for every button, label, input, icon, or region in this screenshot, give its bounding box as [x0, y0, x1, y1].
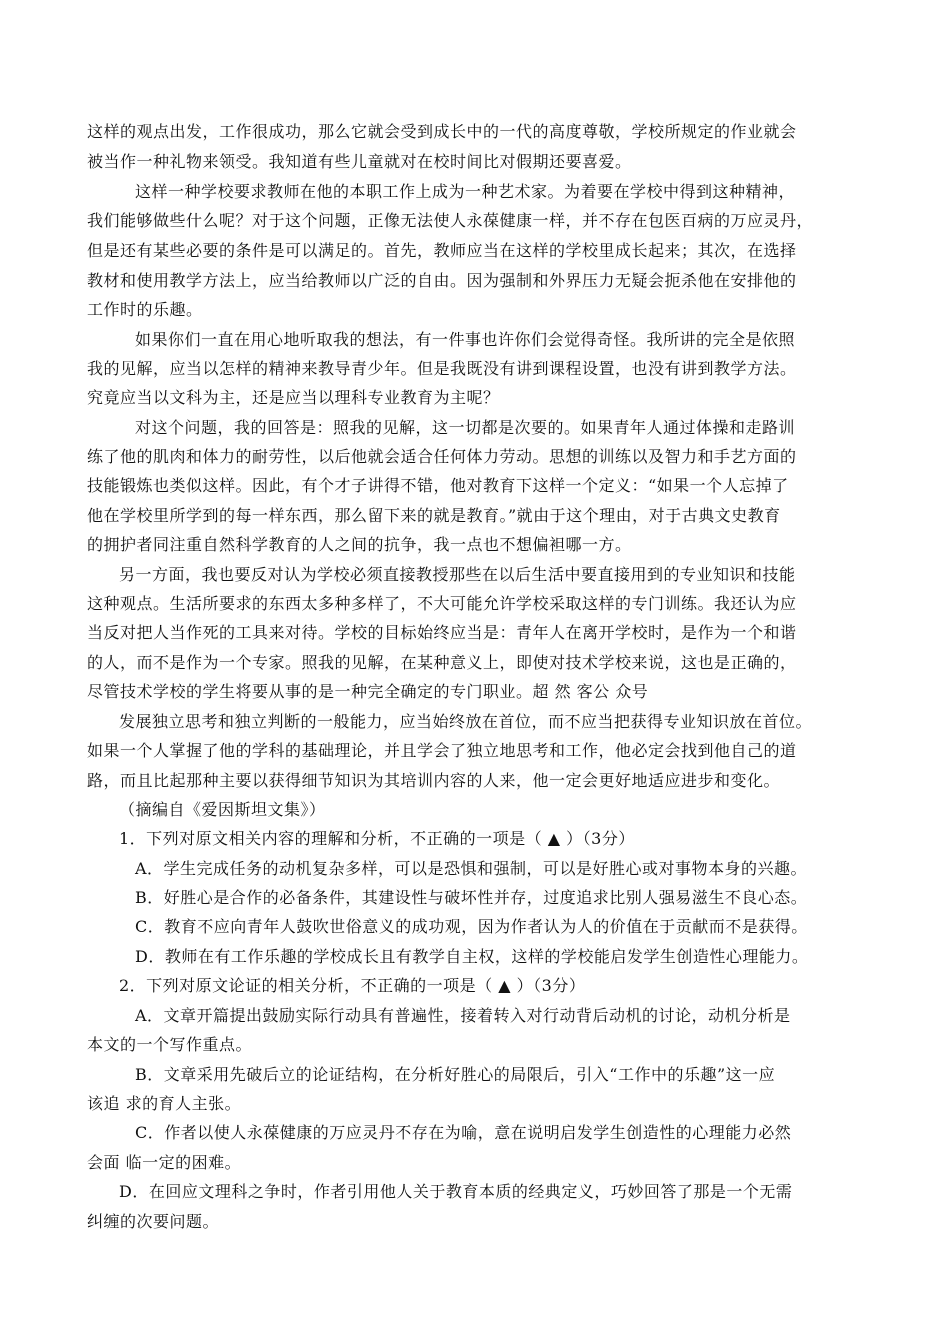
body-text-line: 发展独立思考和独立判断的一般能力，应当始终放在首位，而不应当把获得专业知识放在首位。: [119, 712, 813, 731]
body-text-line: 他在学校里所学到的每一样东西，那么留下来的就是教育。”就由于这个理由，对于古典文史教育: [87, 506, 781, 525]
question-option: C．教育不应向青年人鼓吹世俗意义的成功观，因为作者认为人的价值在于贡献而不是获得。: [135, 917, 808, 936]
body-text-line: 究竟应当以文科为主，还是应当以理科专业教育为主呢？: [87, 388, 500, 407]
question-option: B．好胜心是合作的必备条件，其建设性与破坏性并存，过度追求比别人强易滋生不良心态。: [135, 888, 808, 907]
body-text-line: 技能锻炼也类似这样。因此，有个才子讲得不错，他对教育下这样一个定义：“如果一个人忘掉了: [87, 476, 789, 495]
body-text-line: 的拥护者同注重自然科学教育的人之间的抗争，我一点也不想偏袒哪一方。: [87, 535, 632, 554]
question-option: 纠缠的次要问题。: [87, 1212, 220, 1231]
question-option: C．作者以使人永葆健康的万应灵丹不存在为喻，意在说明启发学生创造性的心理能力必然: [135, 1123, 792, 1142]
body-text-line: 但是还有某些必要的条件是可以满足的。首先，教师应当在这样的学校里成长起来；其次，在选择: [87, 241, 797, 260]
body-text-line: 另一方面，我也要反对认为学校必须直接教授那些在以后生活中要直接用到的专业知识和技能: [119, 565, 796, 584]
question-option: A．学生完成任务的动机复杂多样，可以是恐惧和强制，可以是好胜心或对事物本身的兴趣。: [135, 859, 808, 878]
body-text-line: 这样一种学校要求教师在他的本职工作上成为一种艺术家。为着要在学校中得到这种精神，: [135, 182, 796, 201]
body-text-line: 尽管技术学校的学生将要从事的是一种完全确定的专门职业。超 然 客公 众号: [87, 682, 649, 701]
body-text-line: 我们能够做些什么呢？对于这个问题，正像无法使人永葆健康一样，并不存在包医百病的万应灵丹，: [87, 211, 814, 230]
question-option: A．文章开篇提出鼓励实际行动具有普遍性，接着转入对行动背后动机的讨论，动机分析是: [135, 1006, 791, 1025]
question-option: D．在回应文理科之争时，作者引用他人关于教育本质的经典定义，巧妙回答了那是一个无需: [119, 1182, 793, 1201]
question-option: D．教师在有工作乐趣的学校成长且有教学自主权，这样的学校能启发学生创造性心理能力。: [135, 947, 809, 966]
question-stem: 1．下列对原文相关内容的理解和分析，不正确的一项是（ ▲ ）（3分）: [119, 829, 635, 848]
question-option: 会面 临一定的困难。: [87, 1153, 242, 1172]
question-stem: 2．下列对原文论证的相关分析，不正确的一项是（ ▲ ）（3分）: [119, 976, 586, 995]
source-citation: （摘编自《爱因斯坦文集》）: [119, 800, 326, 819]
body-text-line: 这种观点。生活所要求的东西太多种多样了，不大可能允许学校采取这样的专门训练。我还认为应: [87, 594, 797, 613]
body-text-line: 教材和使用教学方法上，应当给教师以广泛的自由。因为强制和外界压力无疑会扼杀他在安排他的: [87, 271, 797, 290]
question-option: B．文章采用先破后立的论证结构，在分析好胜心的局限后，引入“工作中的乐趣”这一应: [135, 1065, 776, 1084]
body-text-line: 的人，而不是作为一个专家。照我的见解，在某种意义上，即使对技术学校来说，这也是正确的，: [87, 653, 797, 672]
body-text-line: 这样的观点出发，工作很成功，那么它就会受到成长中的一代的高度尊敬，学校所规定的作业就会: [87, 122, 797, 141]
body-text-line: 我的见解，应当以怎样的精神来教导青少年。但是我既没有讲到课程设置，也没有讲到教学方法。: [87, 359, 797, 378]
body-text-line: 练了他的肌肉和体力的耐劳性，以后他就会适合任何体力劳动。思想的训练以及智力和手艺方面的: [87, 447, 797, 466]
body-text-line: 如果你们一直在用心地听取我的想法，有一件事也许你们会觉得奇怪。我所讲的完全是依照: [135, 330, 796, 349]
body-text-line: 对这个问题，我的回答是：照我的见解，这一切都是次要的。如果青年人通过体操和走路训: [135, 418, 796, 437]
body-text-line: 被当作一种礼物来领受。我知道有些儿童就对在校时间比对假期还要喜爱。: [87, 152, 632, 171]
body-text-line: 工作时的乐趣。: [87, 300, 203, 319]
body-text-line: 如果一个人掌握了他的学科的基础理论，并且学会了独立地思考和工作，他必定会找到他自己的道: [87, 741, 797, 760]
question-option: 该追 求的育人主张。: [87, 1094, 242, 1113]
question-option: 本文的一个写作重点。: [87, 1035, 253, 1054]
body-text-line: 当反对把人当作死的工具来对待。学校的目标始终应当是：青年人在离开学校时，是作为一个和谐: [87, 623, 797, 642]
body-text-line: 路，而且比起那种主要以获得细节知识为其培训内容的人来，他一定会更好地适应进步和变化。: [87, 771, 781, 790]
